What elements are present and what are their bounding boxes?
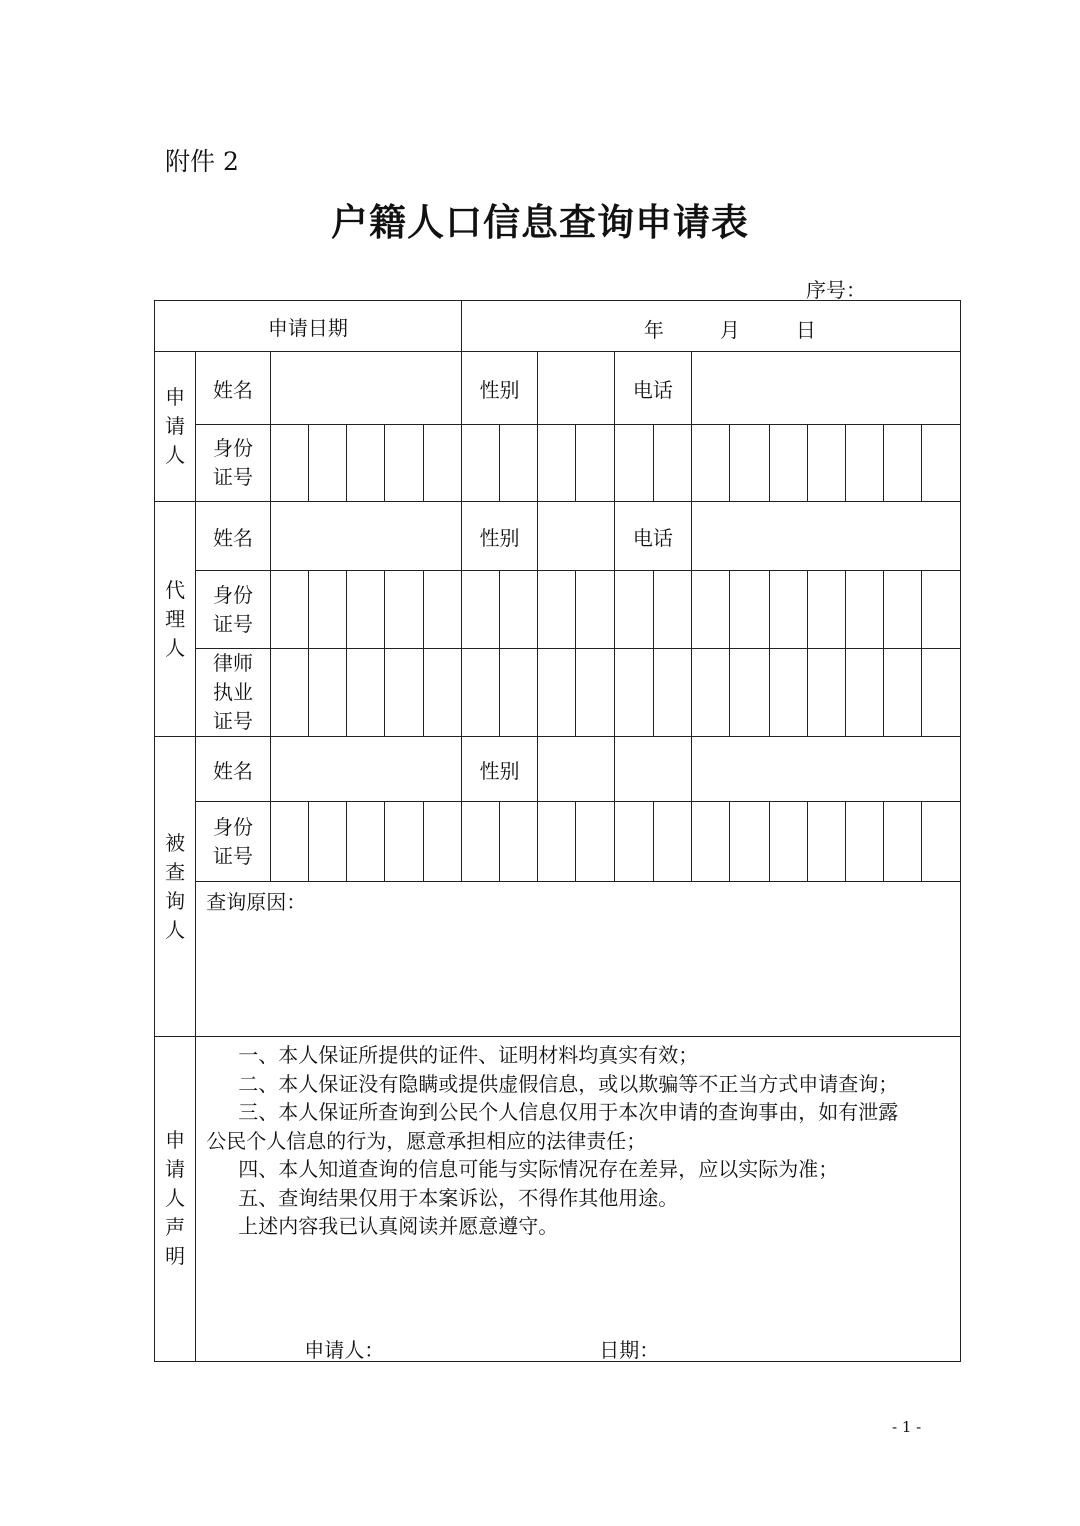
queried-id-digit[interactable] <box>270 802 308 882</box>
applicant-id-digit[interactable] <box>423 425 461 502</box>
license-digit[interactable] <box>614 649 653 737</box>
queried-id-digit[interactable] <box>807 802 845 882</box>
lawyer-license-label: 律师 执业 证号 <box>196 649 270 737</box>
year-label: 年 <box>643 318 664 342</box>
agent-id-digit[interactable] <box>538 571 576 649</box>
queried-id-digit[interactable] <box>692 802 730 882</box>
license-digit[interactable] <box>692 649 730 737</box>
applicant-id-digit[interactable] <box>730 425 769 502</box>
month-label: 月 <box>719 318 740 342</box>
form-title: 户籍人口信息查询申请表 <box>331 201 749 244</box>
query-reason-label: 查询原因： <box>206 890 307 914</box>
agent-phone-field[interactable] <box>692 502 961 571</box>
queried-id-digit[interactable] <box>461 802 499 882</box>
applicant-id-digit[interactable] <box>308 425 346 502</box>
license-digit[interactable] <box>846 649 884 737</box>
queried-id-digit[interactable] <box>308 802 346 882</box>
queried-name-label: 姓名 <box>196 737 270 802</box>
license-digit[interactable] <box>730 649 769 737</box>
queried-id-digit[interactable] <box>614 802 653 882</box>
agent-id-digit[interactable] <box>461 571 499 649</box>
agent-id-digit[interactable] <box>500 571 538 649</box>
agent-name-field[interactable] <box>270 502 461 571</box>
queried-id-digit[interactable] <box>385 802 423 882</box>
agent-id-label: 身份 证号 <box>196 571 270 649</box>
declaration-section-label: 申 请 人 声 明 <box>155 1037 196 1362</box>
license-digit[interactable] <box>270 649 308 737</box>
serial-number-label: 序号： <box>806 278 866 302</box>
queried-id-label: 身份 证号 <box>196 802 270 882</box>
applicant-id-digit[interactable] <box>461 425 499 502</box>
applicant-phone-field[interactable] <box>692 352 961 425</box>
application-date-label: 申请日期 <box>155 301 462 352</box>
declaration-item: 四、本人知道查询的信息可能与实际情况存在差异，应以实际为准； <box>238 1157 839 1181</box>
applicant-id-digit[interactable] <box>270 425 308 502</box>
queried-gender-field[interactable] <box>538 737 614 802</box>
applicant-signature-label: 申请人： <box>304 1338 385 1362</box>
agent-id-digit[interactable] <box>922 571 961 649</box>
applicant-id-digit[interactable] <box>538 425 576 502</box>
agent-phone-label: 电话 <box>614 502 691 571</box>
applicant-id-digit[interactable] <box>769 425 807 502</box>
queried-id-digit[interactable] <box>922 802 961 882</box>
application-date-field[interactable] <box>461 301 960 352</box>
attachment-label: 附件 2 <box>165 147 239 176</box>
queried-id-digit[interactable] <box>653 802 691 882</box>
day-label: 日 <box>795 318 816 342</box>
agent-id-digit[interactable] <box>730 571 769 649</box>
applicant-name-field[interactable] <box>270 352 461 425</box>
applicant-id-digit[interactable] <box>884 425 922 502</box>
agent-id-digit[interactable] <box>769 571 807 649</box>
queried-id-digit[interactable] <box>730 802 769 882</box>
applicant-id-digit[interactable] <box>653 425 691 502</box>
page-number: - 1 - <box>892 1418 922 1436</box>
queried-id-digit[interactable] <box>884 802 922 882</box>
agent-id-digit[interactable] <box>423 571 461 649</box>
license-digit[interactable] <box>884 649 922 737</box>
queried-gender-label: 性别 <box>461 737 537 802</box>
applicant-id-label: 身份 证号 <box>196 425 270 502</box>
queried-section-label: 被 查 询 人 <box>155 737 196 1037</box>
declaration-item: 五、查询结果仅用于本案诉讼，不得作其他用途。 <box>238 1185 679 1210</box>
license-digit[interactable] <box>576 649 614 737</box>
declaration-item: 二、本人保证没有隐瞒或提供虚假信息，或以欺骗等不正当方式申请查询； <box>238 1071 899 1096</box>
license-digit[interactable] <box>538 649 576 737</box>
applicant-gender-label: 性别 <box>461 352 537 425</box>
signature-area <box>206 1241 954 1361</box>
agent-id-digit[interactable] <box>385 571 423 649</box>
query-reason-field[interactable] <box>196 882 961 1037</box>
applicant-id-digit[interactable] <box>692 425 730 502</box>
license-digit[interactable] <box>653 649 691 737</box>
declaration-item: 公民个人信息的行为，愿意承担相应的法律责任； <box>206 1128 647 1153</box>
license-digit[interactable] <box>922 649 961 737</box>
signature-date-label: 日期： <box>599 1338 660 1362</box>
agent-id-digit[interactable] <box>308 571 346 649</box>
license-digit[interactable] <box>347 649 385 737</box>
queried-blank-cell[interactable] <box>692 737 961 802</box>
applicant-id-digit[interactable] <box>922 425 961 502</box>
declaration-item: 上述内容我已认真阅读并愿意遵守。 <box>238 1214 559 1238</box>
queried-blank-cell[interactable] <box>614 737 691 802</box>
agent-id-digit[interactable] <box>347 571 385 649</box>
applicant-id-digit[interactable] <box>846 425 884 502</box>
declaration-text <box>196 1037 961 1362</box>
application-form-table <box>154 300 961 1362</box>
license-digit[interactable] <box>308 649 346 737</box>
declaration-item: 三、本人保证所查询到公民个人信息仅用于本次申请的查询事由，如有泄露 <box>238 1100 899 1124</box>
agent-id-digit[interactable] <box>884 571 922 649</box>
applicant-id-digit[interactable] <box>807 425 845 502</box>
agent-section-label: 代 理 人 <box>155 502 196 737</box>
queried-id-digit[interactable] <box>423 802 461 882</box>
agent-id-digit[interactable] <box>270 571 308 649</box>
applicant-id-digit[interactable] <box>347 425 385 502</box>
agent-id-digit[interactable] <box>846 571 884 649</box>
license-digit[interactable] <box>385 649 423 737</box>
queried-id-digit[interactable] <box>576 802 614 882</box>
applicant-id-digit[interactable] <box>576 425 614 502</box>
license-digit[interactable] <box>500 649 538 737</box>
agent-gender-label: 性别 <box>461 502 537 571</box>
queried-id-digit[interactable] <box>769 802 807 882</box>
applicant-section-label: 申 请 人 <box>155 352 196 502</box>
agent-name-label: 姓名 <box>196 502 270 571</box>
queried-id-digit[interactable] <box>538 802 576 882</box>
license-digit[interactable] <box>461 649 499 737</box>
license-digit[interactable] <box>423 649 461 737</box>
agent-id-digit[interactable] <box>807 571 845 649</box>
license-digit[interactable] <box>769 649 807 737</box>
agent-id-digit[interactable] <box>614 571 653 649</box>
applicant-gender-field[interactable] <box>538 352 614 425</box>
declaration-item: 一、本人保证所提供的证件、证明材料均真实有效； <box>238 1043 699 1067</box>
applicant-id-digit[interactable] <box>614 425 653 502</box>
license-digit[interactable] <box>807 649 845 737</box>
queried-id-digit[interactable] <box>347 802 385 882</box>
queried-id-digit[interactable] <box>500 802 538 882</box>
agent-id-digit[interactable] <box>576 571 614 649</box>
applicant-id-digit[interactable] <box>385 425 423 502</box>
agent-gender-field[interactable] <box>538 502 614 571</box>
applicant-id-digit[interactable] <box>500 425 538 502</box>
applicant-name-label: 姓名 <box>196 352 270 425</box>
agent-id-digit[interactable] <box>692 571 730 649</box>
queried-id-digit[interactable] <box>846 802 884 882</box>
applicant-phone-label: 电话 <box>614 352 691 425</box>
agent-id-digit[interactable] <box>653 571 691 649</box>
queried-name-field[interactable] <box>270 737 461 802</box>
